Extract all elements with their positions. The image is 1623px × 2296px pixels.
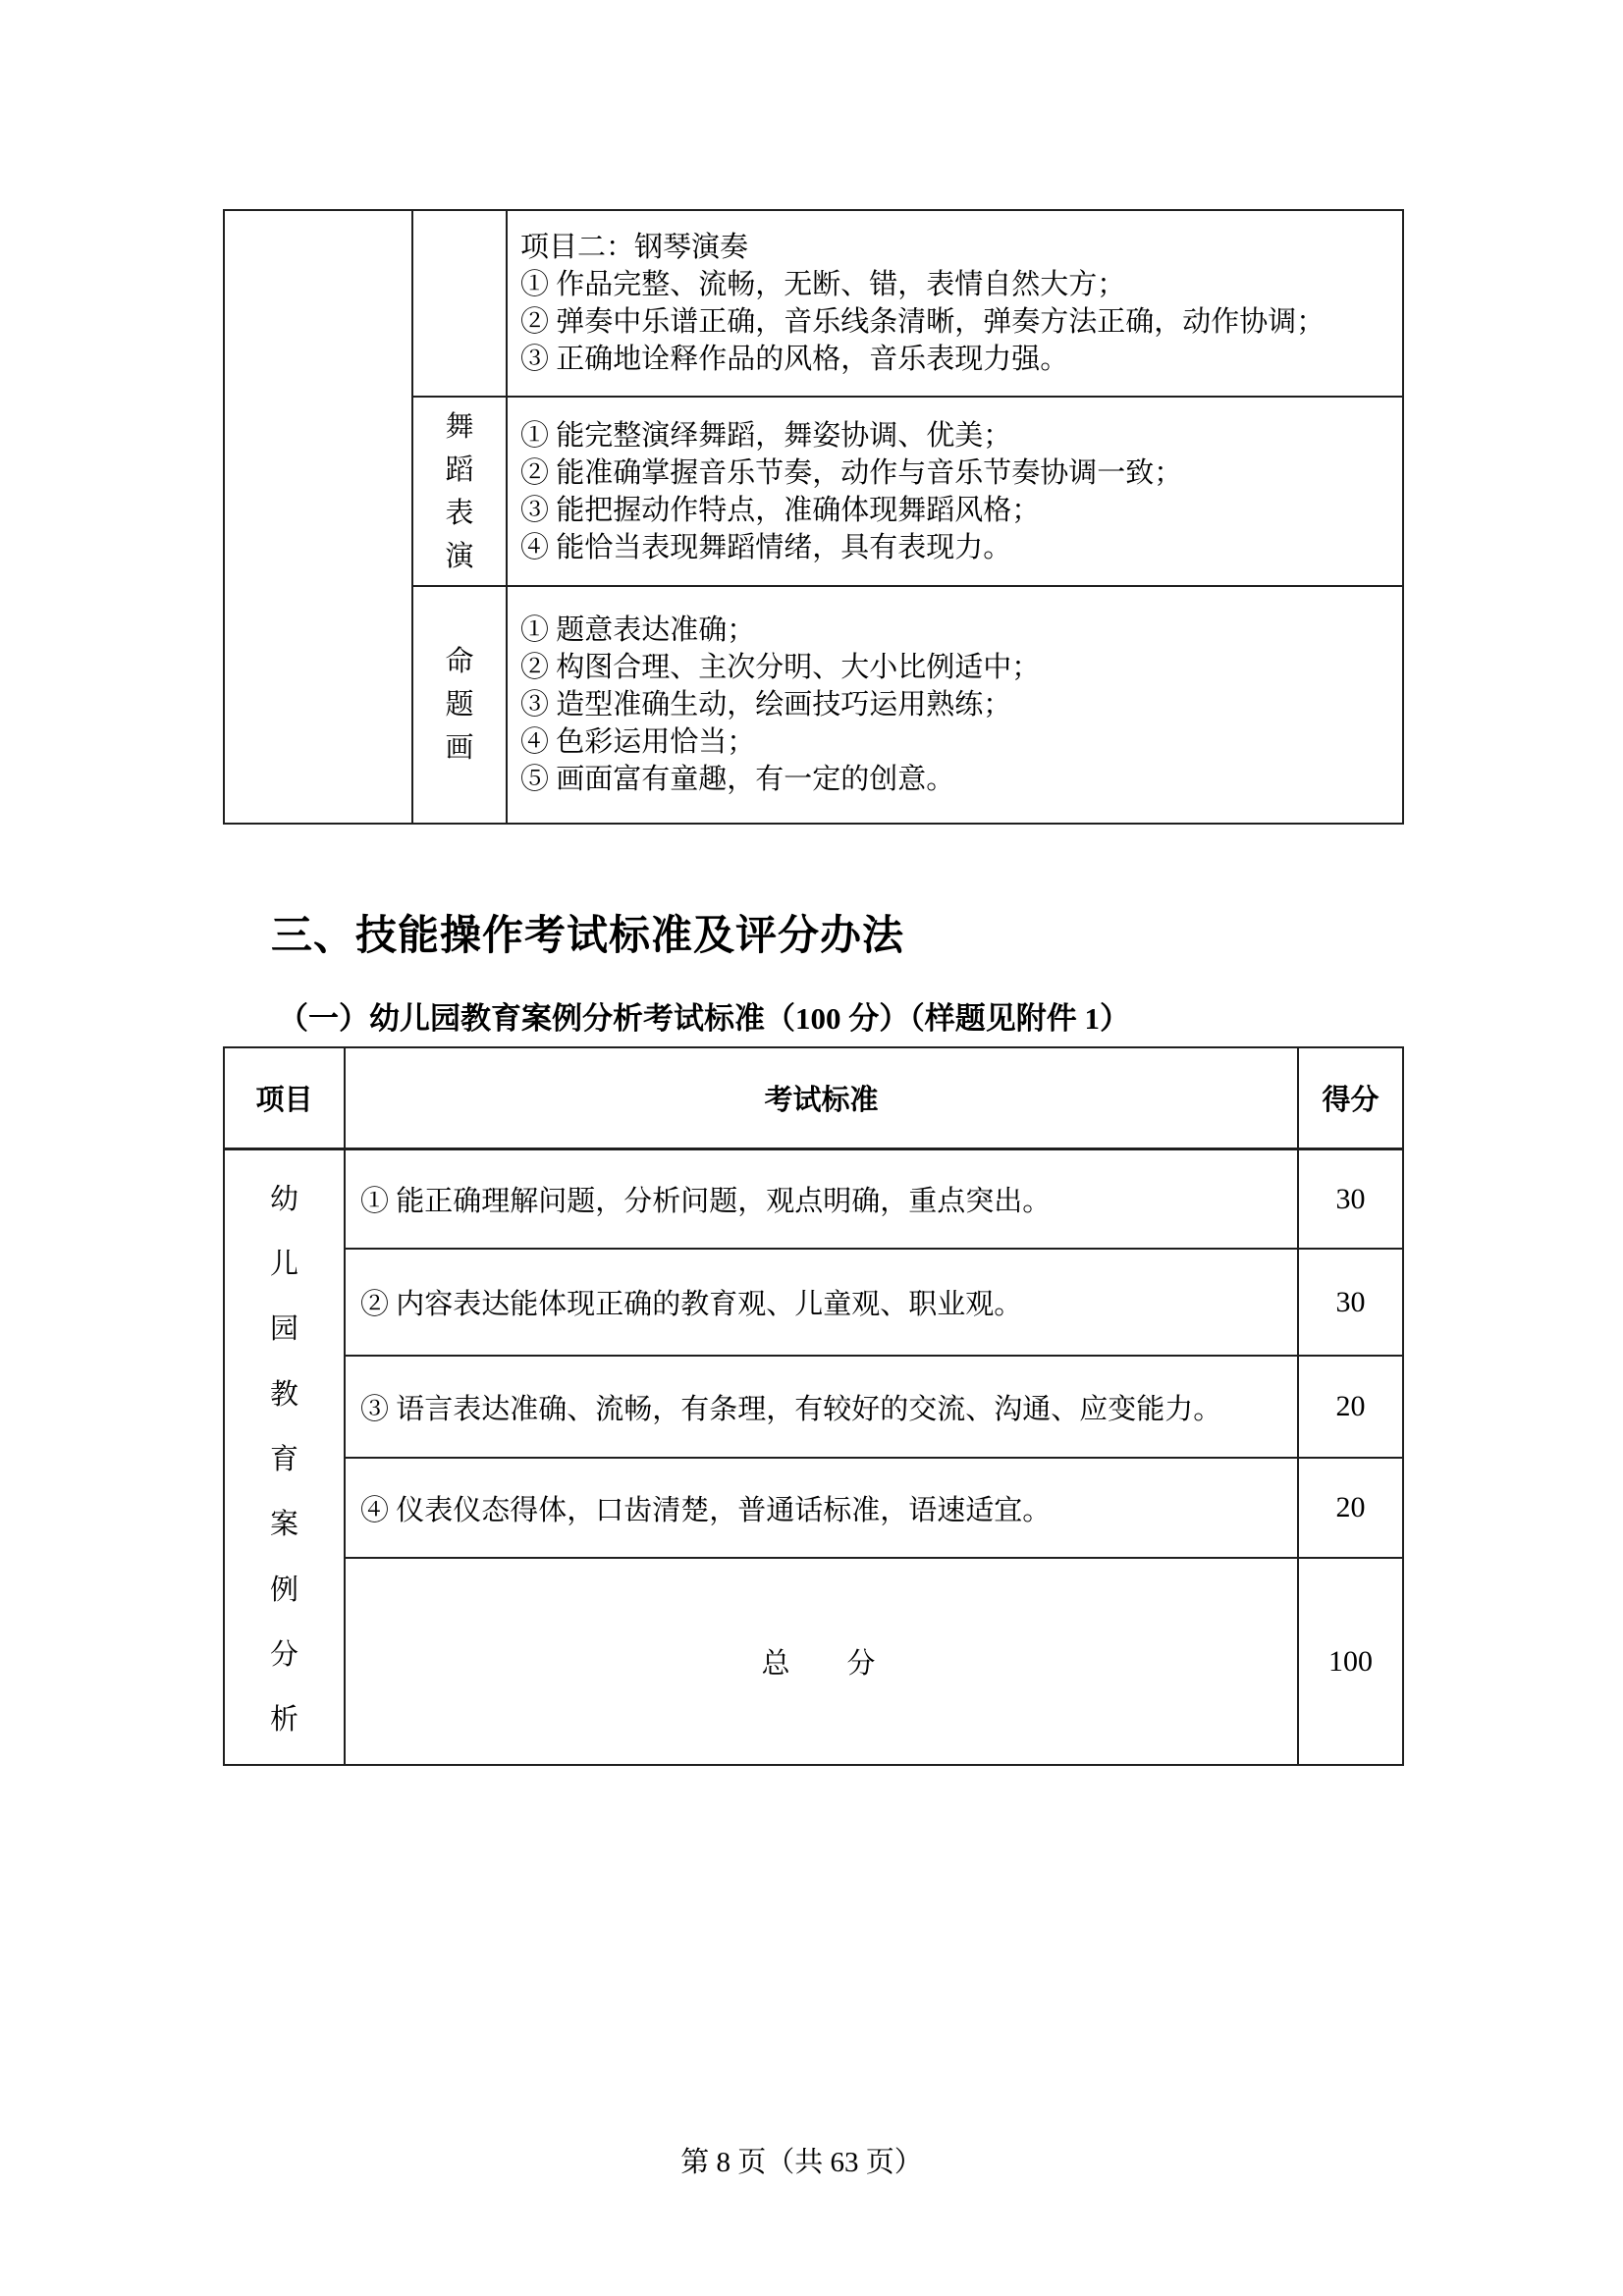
project-label-vertical [225,1150,346,1764]
criteria-line: ① 能完整演绎舞蹈，舞姿协调、优美； [520,419,1012,452]
rubric-criteria-piano [508,211,1402,396]
rubric-empty-rowspan-cell [225,211,413,823]
criteria-cell: ① 能正确理解问题，分析问题，观点明确，重点突出。 [346,1150,1299,1248]
label-char: 园 [269,1313,298,1346]
rubric-label-cell-piano [413,211,508,396]
criteria-line: ④ 色彩运用恰当； [520,726,756,758]
column-header-project: 项目 [225,1048,346,1150]
criteria-cell: ③ 语言表达准确、流畅，有条理，有较好的交流、沟通、应变能力。 [346,1355,1299,1457]
rubric-label-cell-painting [413,585,508,823]
criteria-line: ③ 造型准确生动，绘画技巧运用熟练； [520,689,1012,721]
case-analysis-score-table [223,1046,1404,1766]
label-char: 题 [445,689,474,721]
criteria-line: ③ 正确地诠释作品的风格，音乐表现力强。 [520,344,1069,375]
label-char: 分 [269,1638,298,1671]
label-char: 舞 [445,410,474,443]
label-char: 教 [269,1378,298,1411]
criteria-line: ① 作品完整、流畅，无断、错，表情自然大方； [520,269,1126,300]
score-cell: 20 [1299,1355,1402,1457]
label-char: 命 [445,646,474,677]
section-heading: 三、技能操作考试标准及评分办法 [271,914,905,959]
criteria-line: ④ 能恰当表现舞蹈情绪，具有表现力。 [520,531,1012,563]
criteria-line: ② 能准确掌握音乐节奏，动作与音乐节奏协调一致； [520,456,1183,489]
column-header-criteria: 考试标准 [346,1048,1299,1150]
page-number-footer: 第 8 页（共 63 页） [680,2147,923,2178]
rubric-label-cell-dance [413,396,508,585]
label-char: 画 [445,732,474,764]
criteria-line: ③ 能把握动作特点，准确体现舞蹈风格； [520,494,1041,526]
column-header-score: 得分 [1299,1048,1402,1150]
label-char: 儿 [269,1248,298,1280]
criteria-cell: ② 内容表达能体现正确的教育观、儿童观、职业观。 [346,1248,1299,1355]
criteria-line: ① 题意表达准确； [520,614,756,646]
sub-section-heading: （一）幼儿园教育案例分析考试标准（100 分）（样题见附件 1） [278,1001,1130,1036]
label-char: 析 [269,1704,298,1736]
criteria-line: ② 弹奏中乐谱正确，音乐线条清晰，弹奏方法正确，动作协调； [520,306,1325,338]
total-score-label-cell: 总 分 [346,1557,1299,1764]
label-char: 表 [445,497,474,529]
label-char: 案 [269,1509,298,1541]
label-char: 演 [445,540,474,572]
total-score-cell: 100 [1299,1557,1402,1764]
skills-rubric-table [223,209,1404,825]
score-cell: 20 [1299,1457,1402,1557]
criteria-line: ② 构图合理、主次分明、大小比例适中； [520,652,1041,683]
label-char: 育 [269,1443,298,1475]
criteria-line: ⑤ 画面富有童趣，有一定的创意。 [520,764,955,795]
label-char: 幼 [269,1183,298,1215]
score-cell: 30 [1299,1248,1402,1355]
label-char: 例 [269,1574,298,1606]
rubric-criteria-painting [508,585,1402,823]
label-char: 蹈 [445,454,474,486]
criteria-cell: ④ 仪表仪态得体，口齿清楚，普通话标准，语速适宜。 [346,1457,1299,1557]
rubric-criteria-dance [508,396,1402,585]
criteria-line: 项目二：钢琴演奏 [520,232,749,263]
score-cell: 30 [1335,1182,1366,1215]
